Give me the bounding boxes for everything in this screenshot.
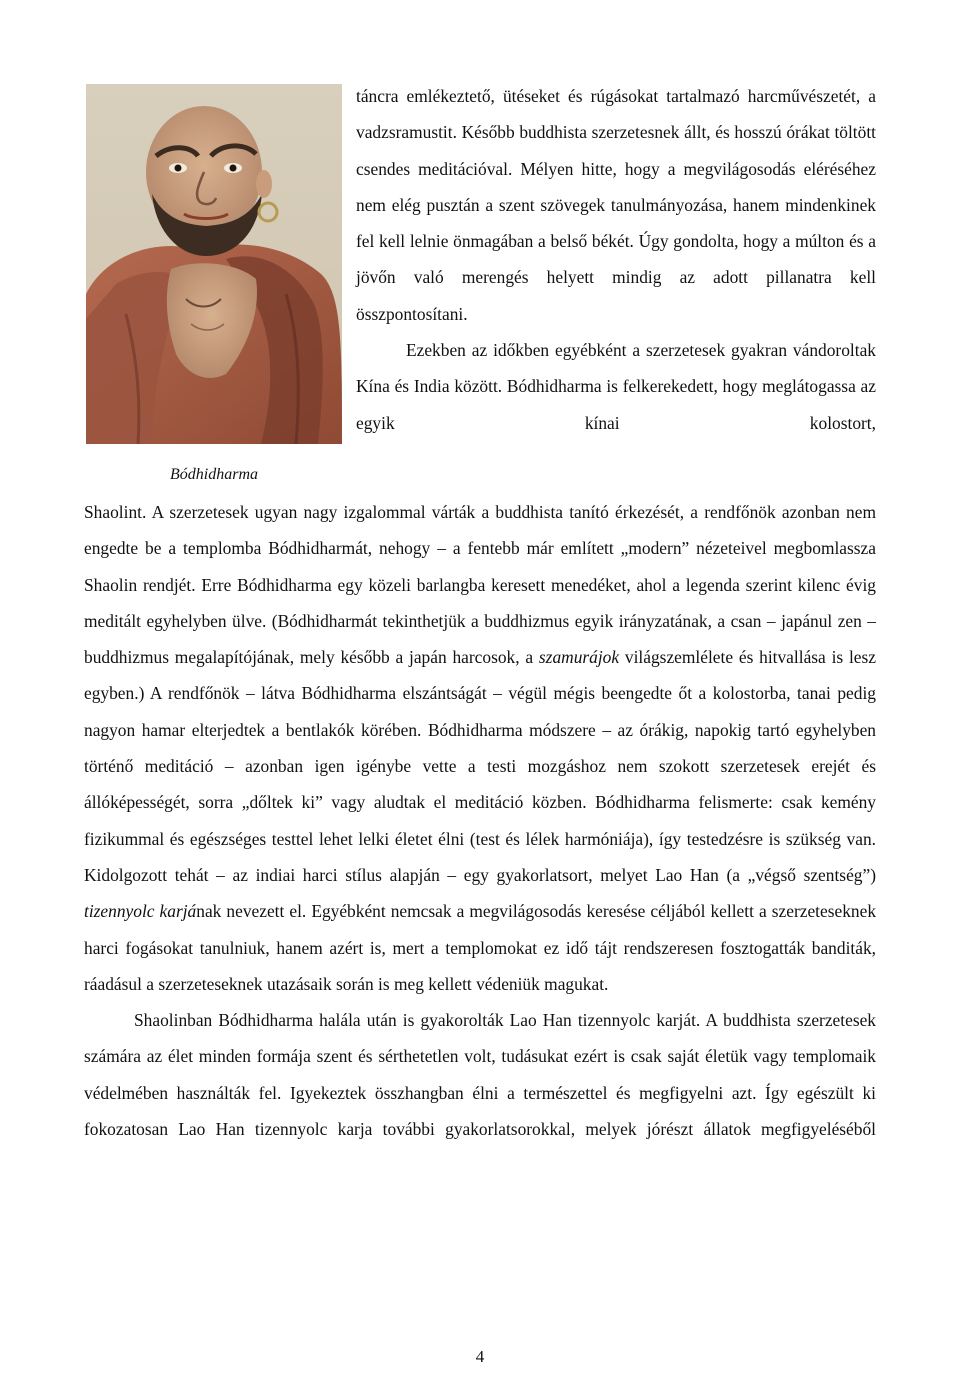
side-text-column — [356, 78, 876, 441]
main-text-column — [84, 494, 876, 1147]
paragraph-2-text-a: Shaolint. A szerzetesek ugyan nagy izgalommal várták a buddhista tanító érkezését, a rendfőnök azonban nem engedte be a templomba Bódhidharmát, nehogy – a fentebb már említett „modern” nézeteivel megbomlassza Shaolin rendjét. Erre Bódhidharma egy közeli barlangba keresett menedéket, ahol a legenda szerint kilenc évig meditált egyhelyben ülve. (Bódhidharmát tekinthetjük a buddhizmus egyik irányzatának, a csan – japánul zen – buddhizmus megalapítójának, mely később a japán harcosok, a — [84, 502, 876, 668]
figure-caption: Bódhidharma — [170, 466, 258, 483]
emphasis-samurai: szamurájok — [538, 647, 620, 668]
paragraph-2-text-b: világszemlélete és hitvallása is lesz egyben.) A rendfőnök – látva Bódhidharma elszántságát – végül mégis beengedte őt a kolostorba, tanai pedig nagyon hamar elterjedtek a bentlakók körében. Bódhidharma módszere – az órákig, napokig tartó egyhelyben történő meditáció – azonban igen igénybe vette a testi mozgáshoz nem szokott szerzetesek erejét és állóképességét, sorra „dőltek ki” vagy aludtak el meditáció közben. Bódhidharma felismerte: csak kemény fizikummal és egészséges testtel lehet lelki életet élni (test és lélek harmóniája), így testedzésre is szükség van. Kidolgozott tehát – az indiai harci stílus alapján – egy gyakorlatsort, melyet Lao Han (a „végső szentség”) — [84, 647, 876, 885]
emphasis-eighteen-arms: tizennyolc karjá — [84, 901, 197, 922]
page-number: 4 — [475, 1347, 485, 1366]
paragraph-3: Shaolinban Bódhidharma halála után is gyakorolták Lao Han tizennyolc karját. A buddhista szerzetesek számára az élet minden formája szent és sérthetetlen volt, tudásukat ezért is csak saját életük vagy templomaik védelmében használták fel. Igyekeztek összhangban élni a természettel és megfigyelni azt. Így egészült ki fokozatosan Lao Han tizennyolc karja további gyakorlatsorokkal, melyek jórészt állatok megfigyeléséből — [84, 1010, 876, 1140]
paragraph-2-text-c: nak nevezett el. Egyébként nemcsak a megvilágosodás keresése céljából kellett a szerzeteseknek harci fogásokat tanulniuk, hanem azért is, mert a templomokat ez idő tájt rendszeresen fosztogatták banditák, ráadásul a szerzeteseknek utazásaik során is meg kellett védeniük magukat. — [84, 901, 877, 994]
paragraph-2-start: Ezekben az időkben egyébként a szerzetesek gyakran vándoroltak Kína és India között. Bódhidharma is felkerekedett, hogy meglátogassa az egyik kínai kolostort, — [356, 340, 876, 433]
portrait-illustration — [86, 84, 342, 444]
paragraph-1: táncra emlékeztető, ütéseket és rúgásokat tartalmazó harcművészetét, a vadzsramustit. Később buddhista szerzetesnek állt, és hosszú órákat töltött csendes meditációval. Mélyen hitte, hogy a megvilágosodás eléréséhez nem elég pusztán a szent szövegek tanulmányozása, hanem mindenkinek fel kell lelnie önmagában a belső békét. Úgy gondolta, hogy a múlton és a jövőn való merengés helyett mindig az adott pillanatra kell összpontosítani. — [356, 86, 876, 324]
paragraph-2-continuation — [84, 494, 876, 1002]
bodhidharma-portrait — [86, 84, 342, 444]
